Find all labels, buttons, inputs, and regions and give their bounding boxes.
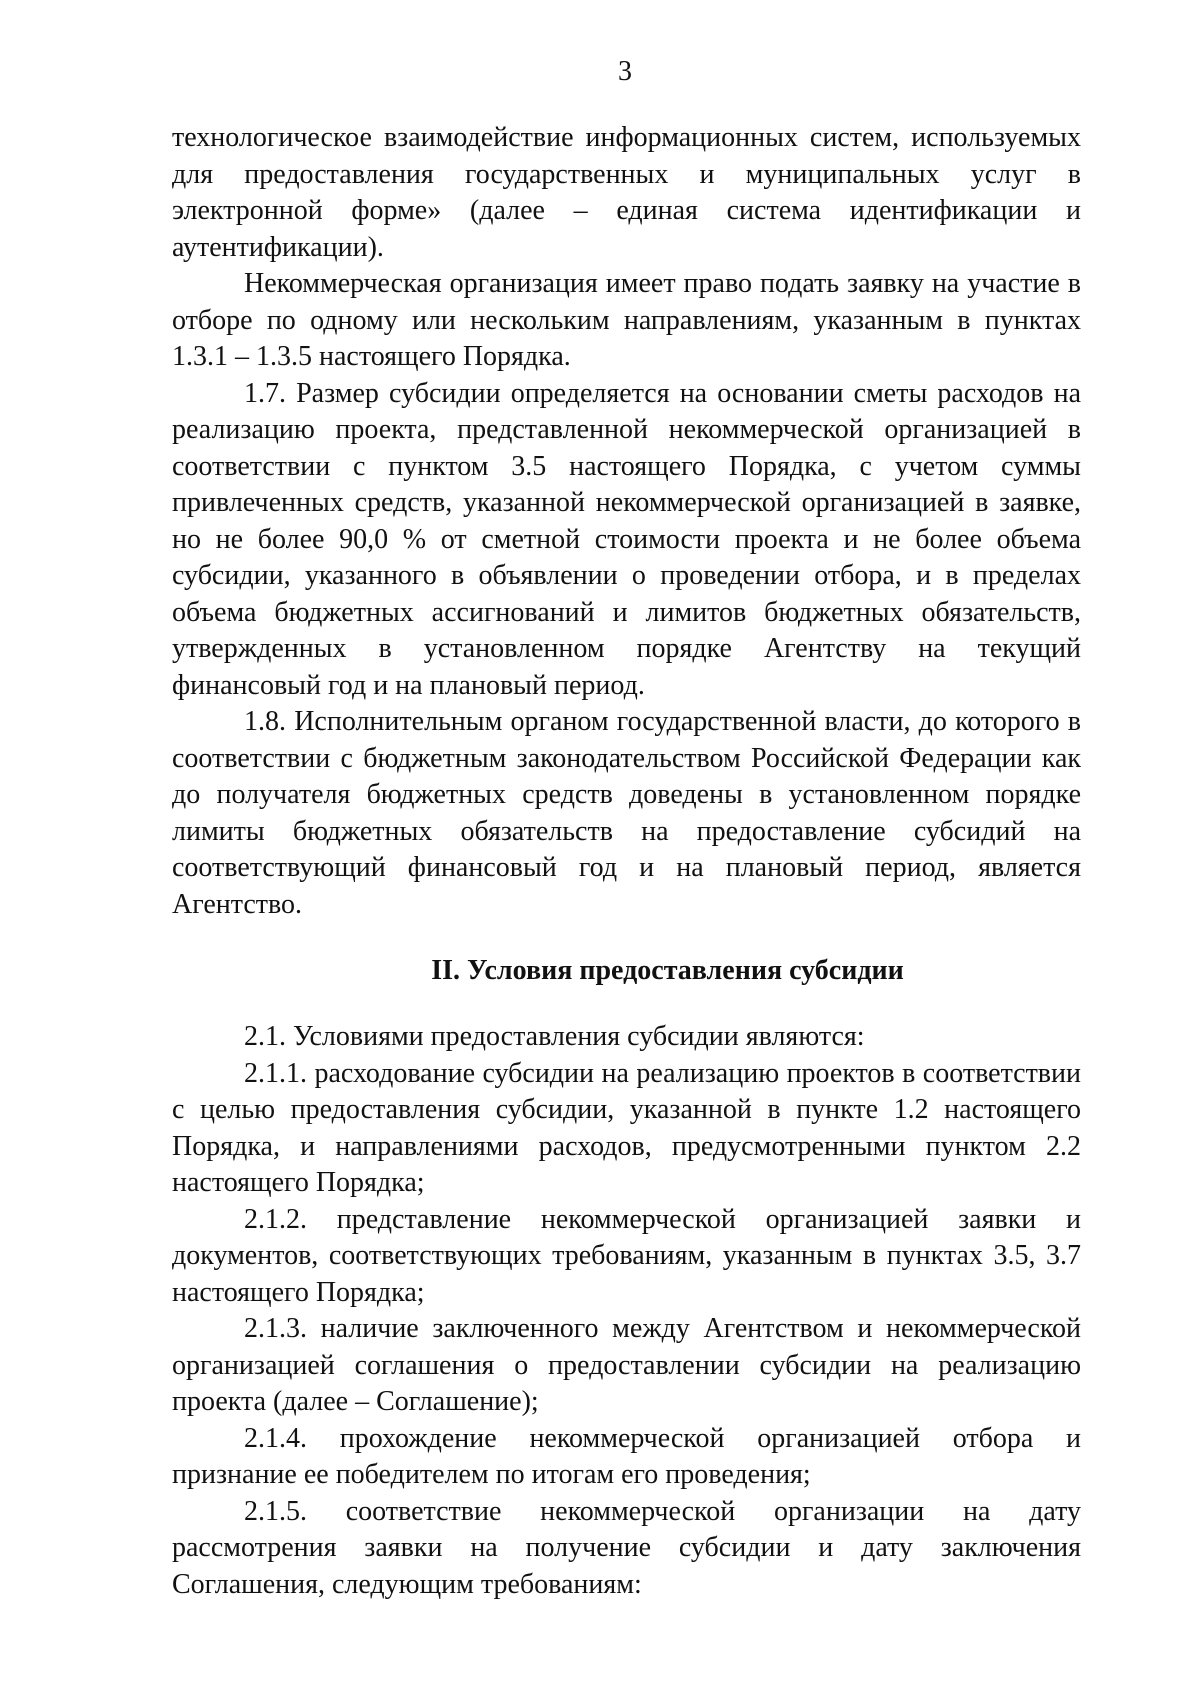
paragraph-2-1-1: 2.1.1. расходование субсидии на реализацию проектов в соответствии с целью предоставления субсидии, указанной в пункте 1.2 настоящего Порядка, и направлениями расходов, предусмотренными пунктом 2.2 настоящего Порядка; — [172, 1057, 1081, 1198]
paragraph-1-8: 1.8. Исполнительным органом государственной власти, до которого в соответствии с бюджетным законодательством Российской Федерации как до получателя бюджетных средств доведены в установленном порядке лимиты бюджетных обязательств на предоставление субсидий на соответствующий финансовый год и на плановый период, является Агентство. — [172, 706, 1081, 920]
paragraph-1-7: 1.7. Размер субсидии определяется на основании сметы расходов на реализацию проекта, представленной некоммерческой организацией в соответствии с пунктом 3.5 настоящего Порядка, с учетом суммы привлеченных средств, указанной некоммерческой организацией в заявке, но не более 90,0 % от сметной стоимости проекта и не более объема субсидии, указанного в объявлении о проведении отбора, и в пределах объема бюджетных ассигнований и лимитов бюджетных обязательств, утвержденных в установленном порядке Агентству на текущий финансовый год и на плановый период. — [172, 377, 1081, 701]
paragraph-continuation: технологическое взаимодействие информационных систем, используемых для предоставления государственных и муниципальных услуг в электронной форме» (далее – единая система идентификации и аутентификации). — [172, 122, 1081, 263]
paragraph-2-1-5: 2.1.5. соответствие некоммерческой организации на дату рассмотрения заявки на получение субсидии и дату заключения Соглашения, следующим требованиям: — [172, 1495, 1081, 1600]
paragraph-2-1: 2.1. Условиями предоставления субсидии являются: — [244, 1021, 865, 1052]
section-heading: II. Условия предоставления субсидии — [431, 955, 904, 986]
paragraph-2-1-4: 2.1.4. прохождение некоммерческой организацией отбора и признание ее победителем по итогам его проведения; — [172, 1422, 1081, 1490]
paragraph-2-1-3: 2.1.3. наличие заключенного между Агентством и некоммерческой организацией соглашения о предоставлении субсидии на реализацию проекта (далее – Соглашение); — [172, 1313, 1081, 1417]
paragraph-application-right: Некоммерческая организация имеет право подать заявку на участие в отборе по одному или нескольким направлениям, указанным в пунктах 1.3.1 – 1.3.5 настоящего Порядка. — [172, 268, 1081, 372]
page-number: 3 — [618, 56, 632, 87]
paragraph-2-1-2: 2.1.2. представление некоммерческой организацией заявки и документов, соответствующих требованиям, указанным в пунктах 3.5, 3.7 настоящего Порядка; — [172, 1203, 1081, 1308]
document-body — [172, 120, 1081, 1603]
